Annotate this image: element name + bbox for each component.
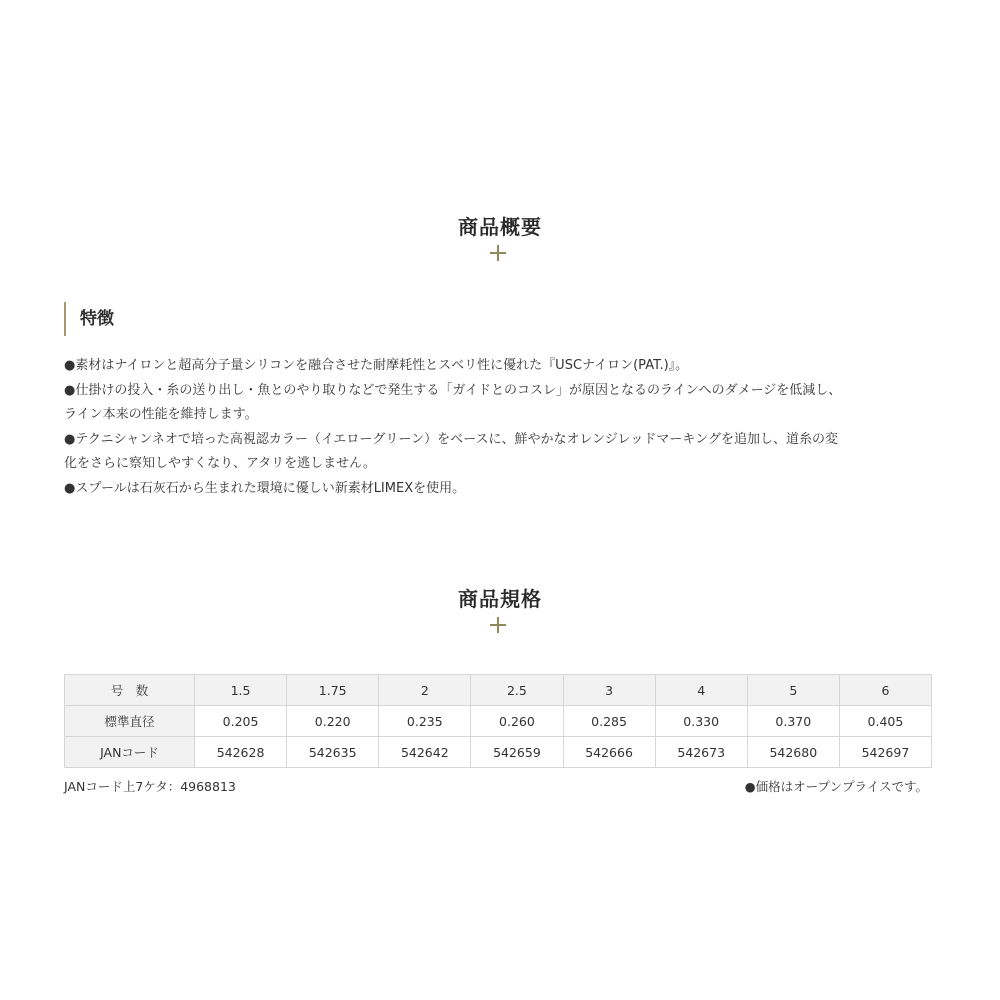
- table-cell: 5: [747, 675, 839, 706]
- table-cell: 542680: [747, 737, 839, 768]
- price-note: ●価格はオープンプライスです。: [744, 779, 928, 794]
- table-cell: 0.370: [747, 706, 839, 737]
- table-cell: 2.5: [471, 675, 563, 706]
- jan-prefix-note: JANコード上7ケタ：4968813: [64, 779, 236, 794]
- features-heading: 特徴: [64, 302, 114, 336]
- table-cell: 2: [379, 675, 471, 706]
- overview-title: 商品概要: [458, 215, 542, 239]
- table-cell: 6: [839, 675, 931, 706]
- table-cell: 542642: [379, 737, 471, 768]
- table-cell: 4: [655, 675, 747, 706]
- feature-list: [64, 354, 934, 501]
- row-label-jan: JANコード: [65, 737, 195, 768]
- table-cell: 0.220: [287, 706, 379, 737]
- feature-item: ●仕掛けの投入・糸の送り出し・魚とのやり取りなどで発生する「ガイドとのコスレ」が原因となるのラインへのダメージを低減し、 ライン本来の性能を維持します。: [64, 382, 842, 422]
- row-label-number: 号 数: [65, 675, 195, 706]
- plus-icon: [490, 245, 506, 261]
- table-cell: 3: [563, 675, 655, 706]
- table-cell: 1.75: [287, 675, 379, 706]
- table-cell: 542697: [839, 737, 931, 768]
- table-cell: 542673: [655, 737, 747, 768]
- spec-title: 商品規格: [458, 587, 542, 611]
- table-cell: 542628: [195, 737, 287, 768]
- table-cell: 0.235: [379, 706, 471, 737]
- spec-table: [64, 674, 932, 768]
- table-cell: 1.5: [195, 675, 287, 706]
- row-label-diameter: 標準直径: [65, 706, 195, 737]
- table-cell: 542659: [471, 737, 563, 768]
- feature-item: ●テクニシャンネオで培った高視認カラー（イエローグリーン）をベースに、鮮やかなオレンジレッドマーキングを追加し、道糸の変 化をさらに察知しやすくなり、アタリを逃しません。: [64, 431, 838, 471]
- feature-item: ●スプールは石灰石から生まれた環境に優しい新素材LIMEXを使用。: [64, 480, 466, 496]
- table-cell: 0.330: [655, 706, 747, 737]
- table-cell: 0.260: [471, 706, 563, 737]
- table-cell: 542635: [287, 737, 379, 768]
- feature-item: ●素材はナイロンと超高分子量シリコンを融合させた耐摩耗性とスベリ性に優れた『USCナイロン(PAT.)』。: [64, 358, 689, 373]
- table-cell: 0.405: [839, 706, 931, 737]
- table-row-number: [65, 675, 932, 706]
- table-cell: 0.205: [195, 706, 287, 737]
- table-row-diameter: [65, 706, 932, 737]
- table-cell: 0.285: [563, 706, 655, 737]
- table-row-jan: [65, 737, 932, 768]
- table-cell: 542666: [563, 737, 655, 768]
- plus-icon: [490, 617, 506, 633]
